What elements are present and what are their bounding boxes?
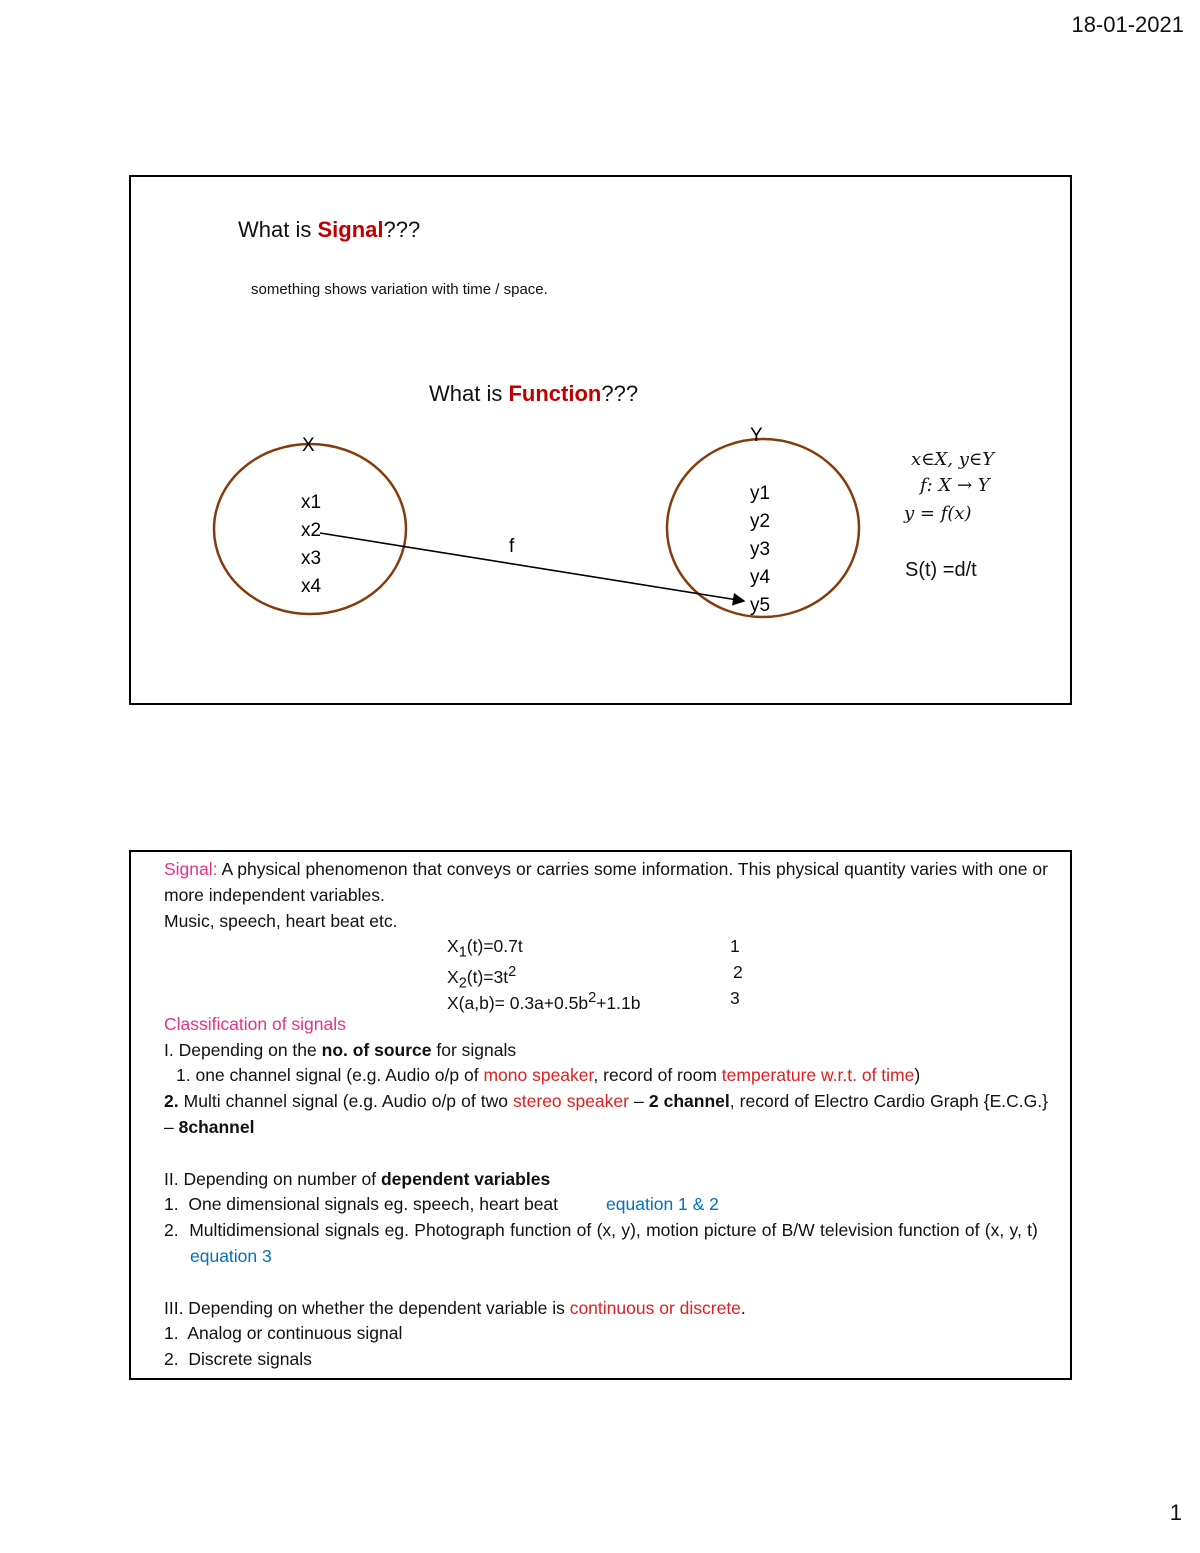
x-element: x3 <box>301 548 322 569</box>
equation-number: 1 <box>730 936 740 957</box>
equation-reference: equation 1 & 2 <box>606 1194 719 1215</box>
section3-item-2: 2. Discrete signals <box>164 1349 312 1370</box>
equation-note: y = f(x) <box>904 503 972 524</box>
slide-what-is-signal <box>129 175 1072 705</box>
signal-definition-text: A physical phenomenon that conveys or carries some information. This physical quantity varies with one or more independent variables. <box>164 859 1048 905</box>
function-prefix: What is <box>429 381 509 406</box>
section2-item-2: 2. Multidimensional signals eg. Photograph function of (x, y), motion picture of B/W television function of (x, y, t) equation 3 <box>164 1220 1038 1266</box>
section2-heading: II. Depending on number of dependent variables <box>164 1168 551 1189</box>
set-y-label: Y <box>750 425 763 446</box>
function-highlight: Function <box>508 381 602 406</box>
page-date: 18-01-2021 <box>1071 12 1184 37</box>
section1-heading: I. Depending on the no. of source for signals <box>164 1039 517 1060</box>
equation-expression: $X_1(t)=0.7t$ <box>447 936 523 961</box>
y-element: y2 <box>750 511 771 532</box>
y-element: y5 <box>750 595 771 616</box>
membership-note: x∈X, y∈Y <box>911 449 995 470</box>
section2-item-1: 1. One dimensional signals eg. speech, heart beat equation 1 & 2 <box>164 1194 719 1215</box>
title-prefix: What is <box>238 217 318 242</box>
classification-title: Classification of signals <box>164 1013 346 1034</box>
mapping-label: f <box>509 536 515 557</box>
function-mapping-diagram <box>131 177 1070 703</box>
signal-label: Signal: <box>164 859 218 879</box>
slide-signal-classification <box>129 850 1072 1380</box>
y-element: y3 <box>750 539 771 560</box>
title-highlight: Signal <box>317 217 384 242</box>
mapping-note: f: X → Y <box>920 475 990 496</box>
y-element: y4 <box>750 567 771 588</box>
x-element: x4 <box>301 576 322 597</box>
title-suffix: ??? <box>383 217 421 242</box>
page-number: 1 <box>1169 1500 1182 1525</box>
equation-number: 2 <box>733 962 743 983</box>
equation-expression: $X(a,b)= 0.3a+0.5b^2+1.1b$ <box>447 989 641 1013</box>
function-suffix: ??? <box>601 381 639 406</box>
equation-row <box>164 986 1048 1012</box>
y-element: y1 <box>750 483 771 504</box>
x-element: x1 <box>301 492 322 513</box>
equation-row <box>164 960 1048 992</box>
equation-number: 3 <box>730 987 740 1008</box>
signal-definition-paragraph <box>164 857 1048 909</box>
set-x-label: X <box>302 435 315 456</box>
section3-item-1: 1. Analog or continuous signal <box>164 1323 403 1344</box>
signal-examples: Music, speech, heart beat etc. <box>164 910 398 931</box>
mapping-arrow <box>320 533 744 601</box>
section1-item-1: 1. one channel signal (e.g. Audio o/p of mono speaker, record of room temperature w.r.t. of time) <box>176 1065 921 1086</box>
equation-reference: equation 3 <box>190 1245 272 1266</box>
x-element: x2 <box>301 520 322 541</box>
section1-item-2: 2. Multi channel signal (e.g. Audio o/p of two stereo speaker – 2 channel, record of Electro Cardio Graph {E.C.G.} – 8channel <box>164 1091 1048 1137</box>
equation-row <box>164 934 1048 960</box>
section3-heading: III. Depending on whether the dependent variable is continuous or discrete. <box>164 1297 746 1318</box>
slide-body <box>164 857 1048 1373</box>
signal-definition: something shows variation with time / space. <box>251 281 548 298</box>
speed-note: S(t) =d/t <box>905 559 977 581</box>
equation-expression: $X_2(t)=3t^2$ <box>447 964 517 992</box>
